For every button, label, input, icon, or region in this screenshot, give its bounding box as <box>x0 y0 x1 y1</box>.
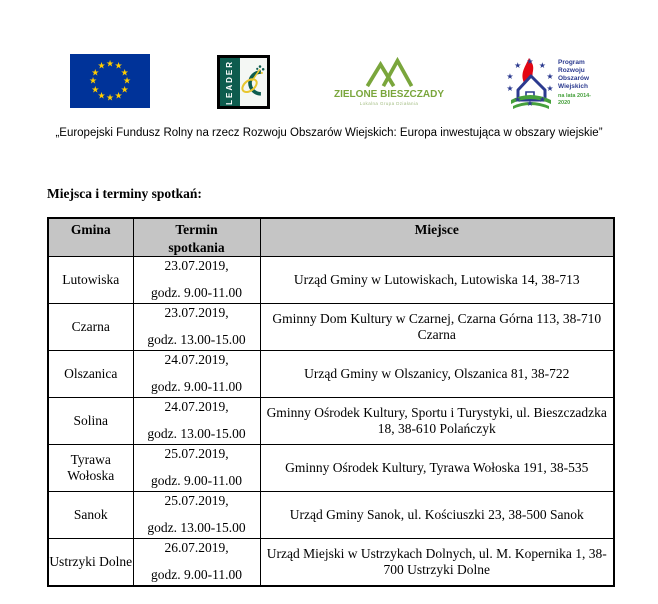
column-header-miejsce: Miejsce <box>260 218 614 257</box>
cell-termin <box>133 257 260 304</box>
cell-gmina: Lutowiska <box>48 257 133 304</box>
star-icon: ★ <box>114 90 123 101</box>
star-icon: ★ <box>120 84 129 94</box>
cell-termin <box>133 398 260 445</box>
zielone-bieszczady-tagline: Lokalna Grupa Działania <box>359 101 419 106</box>
cell-miejsce: Urząd Gminy w Olszanicy, Olszanica 81, 38-722 <box>260 351 614 398</box>
leader-logo-text-panel <box>220 58 240 106</box>
star-icon: ★ <box>526 57 534 66</box>
meeting-time: godz. 13.00-15.00 <box>147 520 246 536</box>
meeting-date: 23.07.2019, <box>164 258 229 274</box>
column-header-termin: Termin spotkania <box>133 218 260 257</box>
cell-miejsce: Gminny Dom Kultury w Czarnej, Czarna Górna 113, 38-710 Czarna <box>260 304 614 351</box>
funding-statement: „Europejski Fundusz Rolny na rzecz Rozwoju Obszarów Wiejskich: Europa inwestująca w obszary wiejskie” <box>55 127 603 139</box>
cell-miejsce: Urząd Gminy w Lutowiskach, Lutowiska 14, 38-713 <box>260 257 614 304</box>
cell-miejsce: Gminny Ośrodek Kultury, Tyrawa Wołoska 191, 38-535 <box>260 445 614 492</box>
star-icon: ★ <box>105 58 115 69</box>
star-icon: ★ <box>120 67 129 77</box>
leader-logo <box>217 55 270 109</box>
meetings-table <box>47 217 615 587</box>
star-icon: ★ <box>122 75 132 86</box>
table-row <box>48 351 614 398</box>
cell-miejsce: Gminny Ośrodek Kultury, Sportu i Turystyki, ul. Bieszczadzka 18, 38-610 Polańczyk <box>260 398 614 445</box>
table-row <box>48 539 614 586</box>
cell-miejsce: Urząd Gminy Sanok, ul. Kościuszki 23, 38-500 Sanok <box>260 492 614 539</box>
star-icon: ★ <box>514 94 522 104</box>
meeting-date: 25.07.2019, <box>164 446 229 462</box>
eu-flag-logo <box>70 54 150 108</box>
zielone-bieszczady-logo <box>334 56 445 114</box>
star-icon: ★ <box>546 84 554 94</box>
meeting-time: godz. 9.00-11.00 <box>151 567 242 583</box>
star-icon: ★ <box>526 99 534 108</box>
cell-gmina: Olszanica <box>48 351 133 398</box>
meeting-time: godz. 9.00-11.00 <box>151 285 242 301</box>
cell-termin <box>133 304 260 351</box>
prow-title <box>558 59 600 107</box>
meeting-time: godz. 9.00-11.00 <box>151 473 242 489</box>
star-icon: ★ <box>91 67 100 77</box>
mountains-icon <box>360 56 418 88</box>
meeting-time: godz. 9.00-11.00 <box>151 379 242 395</box>
prow-years: na lata 2014-2020 <box>558 93 592 107</box>
zielone-bieszczady-title: ZIELONE BIESZCZADY <box>334 89 445 100</box>
meeting-time: godz. 13.00-15.00 <box>147 332 246 348</box>
meeting-time: godz. 13.00-15.00 <box>147 426 246 442</box>
cell-termin <box>133 492 260 539</box>
star-icon: ★ <box>97 60 106 71</box>
star-icon: ★ <box>538 61 546 70</box>
table-row <box>48 257 614 304</box>
star-icon: ★ <box>546 71 554 81</box>
cell-gmina: Ustrzyki Dolne <box>48 539 133 586</box>
column-header-gmina: Gmina <box>48 218 133 257</box>
cell-gmina: Czarna <box>48 304 133 351</box>
meeting-date: 23.07.2019, <box>164 305 229 321</box>
leader-logo-label: LEADER <box>225 59 235 105</box>
table-header-row <box>48 218 614 257</box>
star-icon: ★ <box>538 94 546 104</box>
star-icon: ★ <box>506 71 514 81</box>
meeting-date: 25.07.2019, <box>164 493 229 509</box>
cell-gmina: Tyrawa Wołoska <box>48 445 133 492</box>
star-icon: ★ <box>91 84 100 94</box>
prow-logo <box>504 54 600 112</box>
leader-sprout-icon <box>240 58 267 106</box>
star-icon: ★ <box>506 84 514 94</box>
table-row <box>48 304 614 351</box>
star-icon: ★ <box>105 92 115 103</box>
table-row <box>48 492 614 539</box>
table-row <box>48 445 614 492</box>
leader-logo-emblem <box>240 58 267 106</box>
star-icon: ★ <box>114 60 123 71</box>
cell-termin <box>133 445 260 492</box>
meeting-date: 24.07.2019, <box>164 352 229 368</box>
cell-miejsce: Urząd Miejski w Ustrzykach Dolnych, ul. M. Kopernika 1, 38-700 Ustrzyki Dolne <box>260 539 614 586</box>
leader-logo-inner <box>220 58 267 106</box>
prow-title-text: Program Rozwoju Obszarów Wiejskich <box>558 58 590 91</box>
star-icon: ★ <box>88 75 98 86</box>
star-icon: ★ <box>97 90 106 101</box>
section-heading: Miejsca i terminy spotkań: <box>47 186 202 201</box>
meeting-date: 26.07.2019, <box>164 540 229 556</box>
star-icon: ★ <box>514 61 522 70</box>
cell-termin <box>133 351 260 398</box>
table-row <box>48 398 614 445</box>
cell-gmina: Sanok <box>48 492 133 539</box>
prow-emblem <box>504 55 556 111</box>
cell-gmina: Solina <box>48 398 133 445</box>
cell-termin <box>133 539 260 586</box>
meeting-date: 24.07.2019, <box>164 399 229 415</box>
